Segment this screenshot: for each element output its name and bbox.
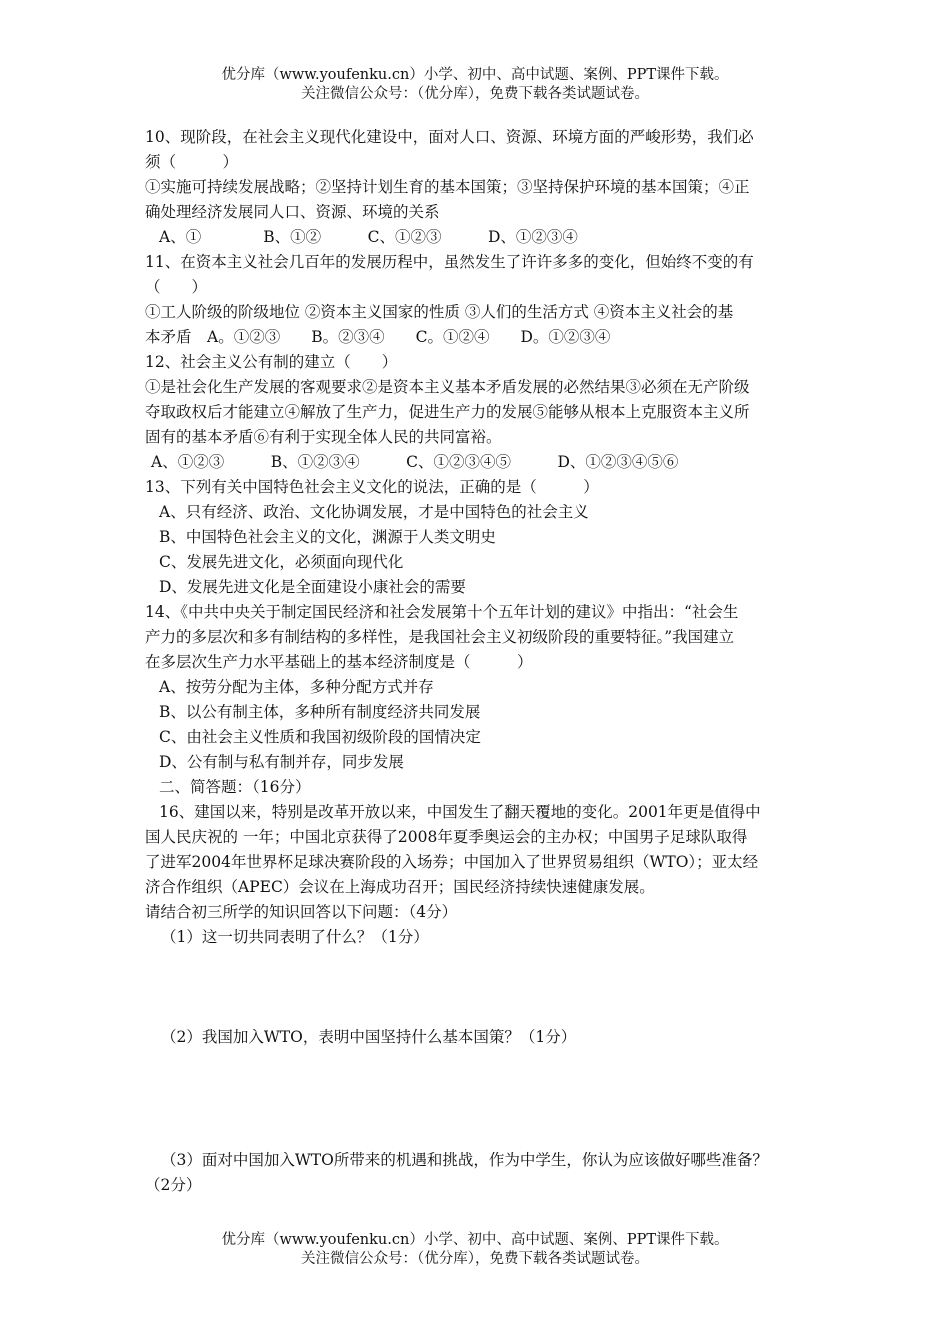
q12-items-line-1: ①是社会化生产发展的客观要求②是资本主义基本矛盾发展的必然结果③必须在无产阶级 <box>145 378 750 396</box>
question-14 <box>145 600 810 775</box>
q16-sub-question-2: （2）我国加入WTO，表明中国坚持什么基本国策？（1分） <box>161 1028 577 1046</box>
question-10 <box>145 125 810 250</box>
q14-option-d: D、公有制与私有制并存，同步发展 <box>159 753 404 771</box>
q12-stem: 12、社会主义公有制的建立（ ） <box>145 353 398 371</box>
question-16 <box>145 800 810 1198</box>
q12-items-line-2: 夺取政权后才能建立④解放了生产力，促进生产力的发展⑤能够从根本上克服资本主义所 <box>145 403 750 421</box>
q16-sub-question-3-line-2: （2分） <box>145 1176 202 1194</box>
q16-stem-line-2: 国人民庆祝的 一年；中国北京获得了2008年夏季奥运会的主办权；中国男子足球队取得 <box>145 828 748 846</box>
q14-stem-line-2: 产力的多层次和多有制结构的多样性，是我国社会主义初级阶段的重要特征。”我国建立 <box>145 628 735 646</box>
q13-option-c: C、发展先进文化，必须面向现代化 <box>159 553 404 571</box>
q14-option-a: A、按劳分配为主体，多种分配方式并存 <box>159 678 434 696</box>
q13-option-b: B、中国特色社会主义的文化，渊源于人类文明史 <box>159 528 496 546</box>
q10-items-line-2: 确处理经济发展同人口、资源、环境的关系 <box>145 203 440 221</box>
q10-stem-line-1: 10、现阶段，在社会主义现代化建设中，面对人口、资源、环境方面的严峻形势，我们必 <box>145 128 754 146</box>
page-footer <box>0 1231 950 1269</box>
q16-stem-line-1: 16、建国以来，特别是改革开放以来，中国发生了翻天覆地的变化。2001年更是值得中 <box>159 803 761 821</box>
q16-stem-line-3: 了进军2004年世界杯足球决赛阶段的入场券；中国加入了世界贸易组织（WTO）；亚太经 <box>145 853 759 871</box>
answer-space-1 <box>145 950 810 1025</box>
q11-stem-line-2: （ ） <box>145 278 208 296</box>
q14-stem-line-3: 在多层次生产力水平基础上的基本经济制度是（ ） <box>145 653 533 671</box>
q13-stem: 13、下列有关中国特色社会主义文化的说法，正确的是（ ） <box>145 478 599 496</box>
q16-prompt: 请结合初三所学的知识回答以下问题：（4分） <box>145 903 458 921</box>
q13-option-a: A、只有经济、政治、文化协调发展，才是中国特色的社会主义 <box>159 503 589 521</box>
page-header <box>0 66 950 104</box>
q16-sub-question-3-line-1: （3）面对中国加入WTO所带来的机遇和挑战，作为中学生，你认为应该做好哪些准备？ <box>161 1151 768 1169</box>
q14-option-c: C、由社会主义性质和我国初级阶段的国情决定 <box>159 728 481 746</box>
q14-stem-line-1: 14、《中共中央关于制定国民经济和社会发展第十个五年计划的建议》中指出：“社会生 <box>145 603 739 621</box>
answer-space-2 <box>145 1050 810 1148</box>
header-line-2: 关注微信公众号：（优分库），免费下载各类试题试卷。 <box>301 86 649 102</box>
q11-items-line-2: 本矛盾 A。①②③ B。②③④ C。①②④ D。①②③④ <box>145 328 611 346</box>
q12-items-line-3: 固有的基本矛盾⑥有利于实现全体人民的共同富裕。 <box>145 428 502 446</box>
q11-stem-line-1: 11、在资本主义社会几百年的发展历程中，虽然发生了许许多多的变化，但始终不变的有 <box>145 253 754 271</box>
question-13 <box>145 475 810 600</box>
question-11 <box>145 250 810 350</box>
q10-stem-line-2: 须（ ） <box>145 153 239 171</box>
q12-options: A、①②③ B、①②③④ C、①②③④⑤ D、①②③④⑤⑥ <box>151 453 679 471</box>
section-2-title: 二、简答题：（16分） <box>159 778 311 796</box>
q14-option-b: B、以公有制主体，多种所有制度经济共同发展 <box>159 703 481 721</box>
q10-items-line-1: ①实施可持续发展战略；②坚持计划生育的基本国策；③坚持保护环境的基本国策；④正 <box>145 178 750 196</box>
footer-line-1: 优分库（www.youfenku.cn）小学、初中、高中试题、案例、PPT课件下载。 <box>221 1232 729 1248</box>
document-body <box>145 125 810 1198</box>
header-line-1: 优分库（www.youfenku.cn）小学、初中、高中试题、案例、PPT课件下载。 <box>221 67 729 83</box>
q11-items-line-1: ①工人阶级的阶级地位 ②资本主义国家的性质 ③人们的生活方式 ④资本主义社会的基 <box>145 303 734 321</box>
question-12 <box>145 350 810 475</box>
q10-options: A、① B、①② C、①②③ D、①②③④ <box>159 228 578 246</box>
q16-sub-question-1: （1）这一切共同表明了什么？（1分） <box>161 928 429 946</box>
q16-stem-line-4: 济合作组织（APEC）会议在上海成功召开；国民经济持续快速健康发展。 <box>145 878 655 896</box>
q13-option-d: D、发展先进文化是全面建设小康社会的需要 <box>159 578 466 596</box>
footer-line-2: 关注微信公众号：（优分库），免费下载各类试题试卷。 <box>301 1251 649 1267</box>
